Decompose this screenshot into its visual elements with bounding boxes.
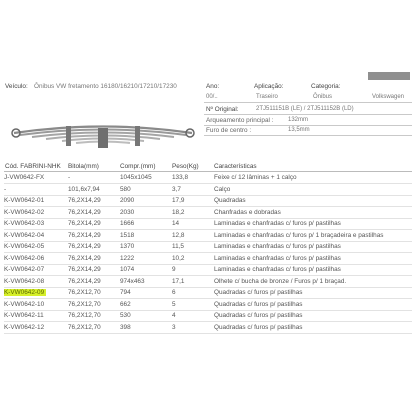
- cell-bitola: 76,2X14,29: [68, 254, 101, 262]
- cell-caracteristicas: Laminadas e chanfradas c/ furos p/ pastilhas: [214, 254, 341, 262]
- cell-caracteristicas: Quadradas c/ furos p/ pastilhas: [214, 289, 303, 296]
- cell-bitola: 76,2X14,29: [68, 197, 101, 204]
- cell-code: K-VW0642-08: [4, 277, 45, 285]
- col-header-code: Cód. FABRINI-NHK: [5, 163, 61, 170]
- cell-comprimento: 1222: [120, 254, 135, 262]
- cell-peso: 10,2: [172, 254, 185, 262]
- cell-peso: 6: [172, 289, 176, 296]
- cell-comprimento: 1074: [120, 266, 135, 273]
- col-header-comprimento: Compr.(mm): [120, 163, 156, 170]
- col-header-peso: Peso(Kg): [172, 163, 199, 170]
- cell-peso: 17,9: [172, 197, 185, 204]
- col-header-bitola: Bitola(mm): [68, 163, 99, 170]
- cell-caracteristicas: Laminadas e chanfradas c/ furos p/ pastilhas: [214, 266, 341, 273]
- cell-comprimento: 530: [120, 312, 131, 319]
- cell-comprimento: 1045x1045: [120, 174, 152, 181]
- cell-caracteristicas: Quadradas c/ furos p/ pastilhas: [214, 312, 303, 319]
- cell-peso: 9: [172, 266, 176, 273]
- cell-caracteristicas: Laminadas e chanfradas c/ furos p/ pastilhas: [214, 220, 341, 227]
- cell-code: K-VW0642-01: [4, 197, 45, 204]
- cell-comprimento: 1666: [120, 220, 135, 227]
- furo-value: 13,5mm: [288, 127, 310, 133]
- cell-peso: 4: [172, 312, 176, 319]
- cell-comprimento: 2030: [120, 208, 135, 216]
- cell-bitola: 76,2X12,70: [68, 289, 101, 296]
- cell-caracteristicas: Laminadas e chanfradas c/ furos p/ pastilhas: [214, 243, 341, 250]
- cell-comprimento: 2090: [120, 197, 135, 204]
- cell-comprimento: 794: [120, 289, 131, 296]
- cell-bitola: 76,2X14,29: [68, 220, 101, 227]
- cell-peso: 14: [172, 220, 180, 227]
- divider: [204, 125, 412, 126]
- cell-caracteristicas: Olhete c/ bucha de bronze / Furos p/ 1 braçad.: [214, 277, 347, 285]
- aplicacao-value: Traseiro: [256, 94, 278, 100]
- arqueamento-label: Arqueamento principal :: [206, 117, 274, 124]
- cell-code: K-VW0642-12: [4, 323, 45, 331]
- col-header-caracteristicas: Características: [214, 163, 257, 170]
- cell-caracteristicas: Chanfradas e dobradas: [214, 208, 281, 216]
- cell-bitola: 76,2X14,29: [68, 243, 101, 250]
- categoria-label: Categoria:: [311, 83, 341, 90]
- cell-caracteristicas: Quadradas c/ furos p/ pastilhas: [214, 300, 303, 308]
- cell-peso: 5: [172, 300, 176, 308]
- cell-bitola: -: [68, 174, 71, 181]
- ano-value: 00/..: [206, 94, 218, 100]
- cell-code: K-VW0642-05: [4, 243, 45, 250]
- table-row: [4, 322, 412, 334]
- cell-code: K-VW0642-04: [4, 231, 45, 239]
- cell-comprimento: 1518: [120, 231, 135, 239]
- cell-comprimento: 580: [120, 185, 131, 193]
- cell-peso: 17,1: [172, 277, 185, 285]
- cell-code: J-VW0642-FX: [4, 174, 45, 181]
- cell-comprimento: 398: [120, 323, 131, 331]
- cell-code: K-VW0642-07: [4, 266, 45, 273]
- cell-code: K-VW0642-09: [4, 289, 45, 296]
- aplicacao-label: Aplicação:: [254, 83, 284, 90]
- vehicle-label: Veículo:: [5, 83, 28, 90]
- cell-caracteristicas: Calço: [214, 185, 231, 193]
- cell-code: K-VW0642-10: [4, 300, 45, 308]
- cell-comprimento: 662: [120, 300, 131, 308]
- cell-caracteristicas: Feixe c/ 12 lâminas + 1 calço: [214, 174, 297, 181]
- brand-value: Volkswagen: [372, 94, 405, 100]
- divider: [204, 114, 412, 115]
- cell-peso: 18,2: [172, 208, 185, 216]
- cell-comprimento: 1370: [120, 243, 135, 250]
- leaf-spring-image: [6, 100, 200, 156]
- cell-code: K-VW0642-03: [4, 220, 45, 227]
- divider: [204, 102, 412, 103]
- vehicle-value: Ônibus VW fretamento 16180/16210/17210/17230: [34, 83, 177, 90]
- arqueamento-value: 132mm: [288, 117, 309, 123]
- cell-code: -: [4, 185, 7, 193]
- cell-caracteristicas: Quadradas c/ furos p/ pastilhas: [214, 323, 303, 331]
- cell-peso: 3: [172, 323, 176, 331]
- cell-code: K-VW0642-02: [4, 208, 45, 216]
- cell-code: K-VW0642-11: [4, 312, 44, 319]
- cell-bitola: 76,2X14,29: [68, 231, 101, 239]
- cell-caracteristicas: Quadradas: [214, 197, 246, 204]
- divider: [204, 135, 412, 136]
- cell-code: K-VW0642-06: [4, 254, 45, 262]
- header-bar: [368, 72, 410, 80]
- cell-peso: 3,7: [172, 185, 181, 193]
- cell-peso: 11,5: [172, 243, 184, 250]
- cell-comprimento: 974x463: [120, 277, 145, 285]
- cell-bitola: 76,2X12,70: [68, 312, 101, 319]
- cell-bitola: 76,2X12,70: [68, 323, 101, 331]
- original-value: 2TJ511151B (LE) / 2TJ511152B (LD): [256, 106, 354, 112]
- cell-bitola: 101,6x7,94: [68, 185, 100, 193]
- cell-bitola: 76,2X14,29: [68, 266, 101, 273]
- furo-label: Furo de centro :: [206, 127, 252, 134]
- cell-peso: 12,8: [172, 231, 185, 239]
- cell-bitola: 76,2X12,70: [68, 300, 101, 308]
- categoria-value: Ônibus: [313, 94, 333, 100]
- cell-bitola: 76,2X14,29: [68, 277, 101, 285]
- cell-caracteristicas: Laminadas e chanfradas c/ furos p/ 1 braçadeira e pastilhas: [214, 231, 384, 239]
- cell-bitola: 76,2X14,29: [68, 208, 101, 216]
- ano-label: Ano:: [206, 83, 220, 90]
- original-label: Nº Original:: [206, 106, 239, 113]
- cell-peso: 133,8: [172, 174, 188, 181]
